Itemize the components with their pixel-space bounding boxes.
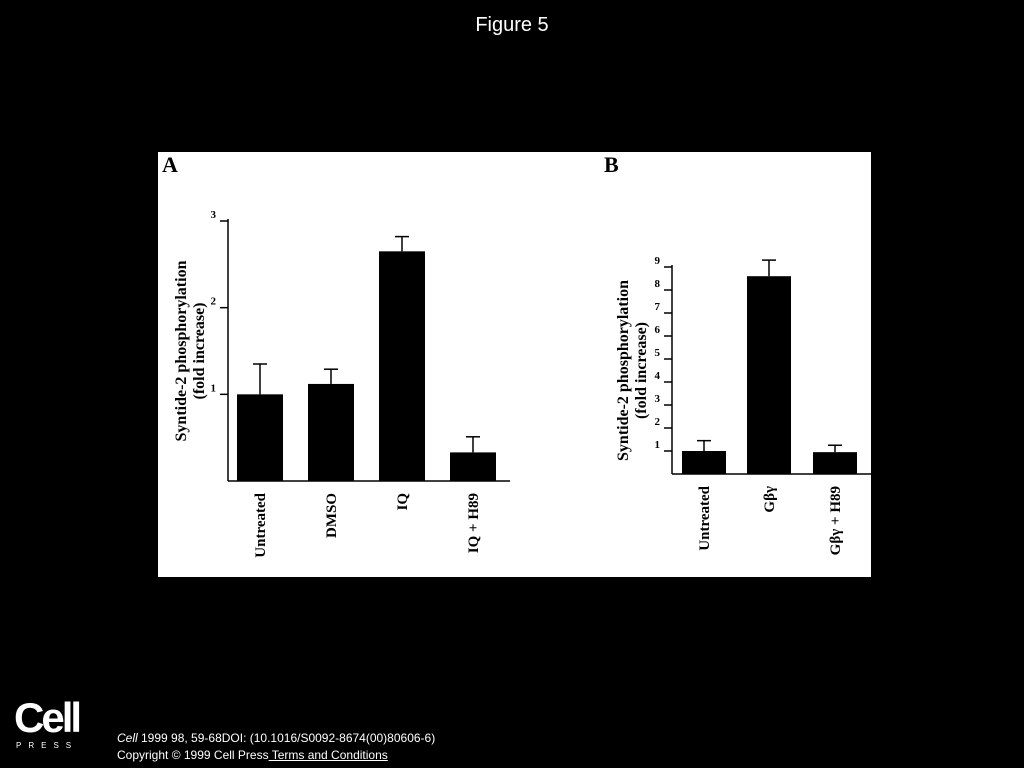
panel-b-y-tick-label: 3 [654,393,660,405]
cell-press-logo [14,694,86,756]
panel-b-y-tick-label: 9 [654,255,660,267]
citation [117,730,435,764]
panel-a-bar [450,452,496,481]
logo-word: Cell [14,694,80,741]
panel-b-y-tick-label: 4 [654,370,660,382]
panel-a-bar [379,251,425,481]
figure-title: Figure 5 [475,14,549,36]
panel-b-y-tick-label: 5 [654,347,660,359]
panel-b-y-tick-label: 7 [654,301,660,313]
panel-b-category-label: Gβγ [762,486,778,513]
panel-b-category-label: Gβγ + H89 [828,486,844,556]
panel-b-category-label: Untreated [697,486,713,551]
terms-link[interactable]: Terms and Conditions [268,748,388,762]
panel-a-category-label: Untreated [253,493,269,558]
panel-b-y-tick-label: 6 [654,324,660,336]
panel-a-y-axis-label: (fold increase) [191,302,208,400]
panel-b-y-tick-label: 1 [654,439,660,451]
panel-b-y-tick-label: 8 [654,278,660,290]
panel-a-category-label: IQ [395,493,411,511]
panel-a-category-label: IQ + H89 [466,493,482,554]
panel-a-letter: A [162,152,178,177]
panel-a-category-label: DMSO [324,493,340,538]
panel-b-letter: B [604,152,619,177]
panel-a-y-tick-label: 2 [210,295,216,308]
copyright-line [117,747,435,764]
panel-a-bar [237,394,283,481]
panel-b-y-tick-label: 2 [654,416,660,428]
citation-journal: Cell [117,731,138,745]
panel-b-bar [747,276,791,474]
logo-subtitle: PRESS [16,741,79,750]
citation-reference: 1999 98, 59-68DOI: (10.1016/S0092-8674(00)80606-6) [137,731,436,745]
panel-b-y-axis-label: Syntide-2 phosphorylation [615,280,632,461]
panel-a-bar [308,384,354,481]
citation-line [117,730,435,747]
panel-a-y-axis-label: Syntide-2 phosphorylation [173,260,190,442]
copyright-text: Copyright © 1999 Cell Press [117,748,269,762]
bar-chart-figure [158,152,871,577]
panel-a-y-tick-label: 3 [210,209,216,221]
panel-a-y-tick-label: 1 [210,382,216,395]
panel-b-bar [813,452,857,474]
figure-panel [158,152,871,577]
panel-b-bar [682,451,726,474]
panel-b-y-axis-label: (fold increase) [633,321,650,420]
